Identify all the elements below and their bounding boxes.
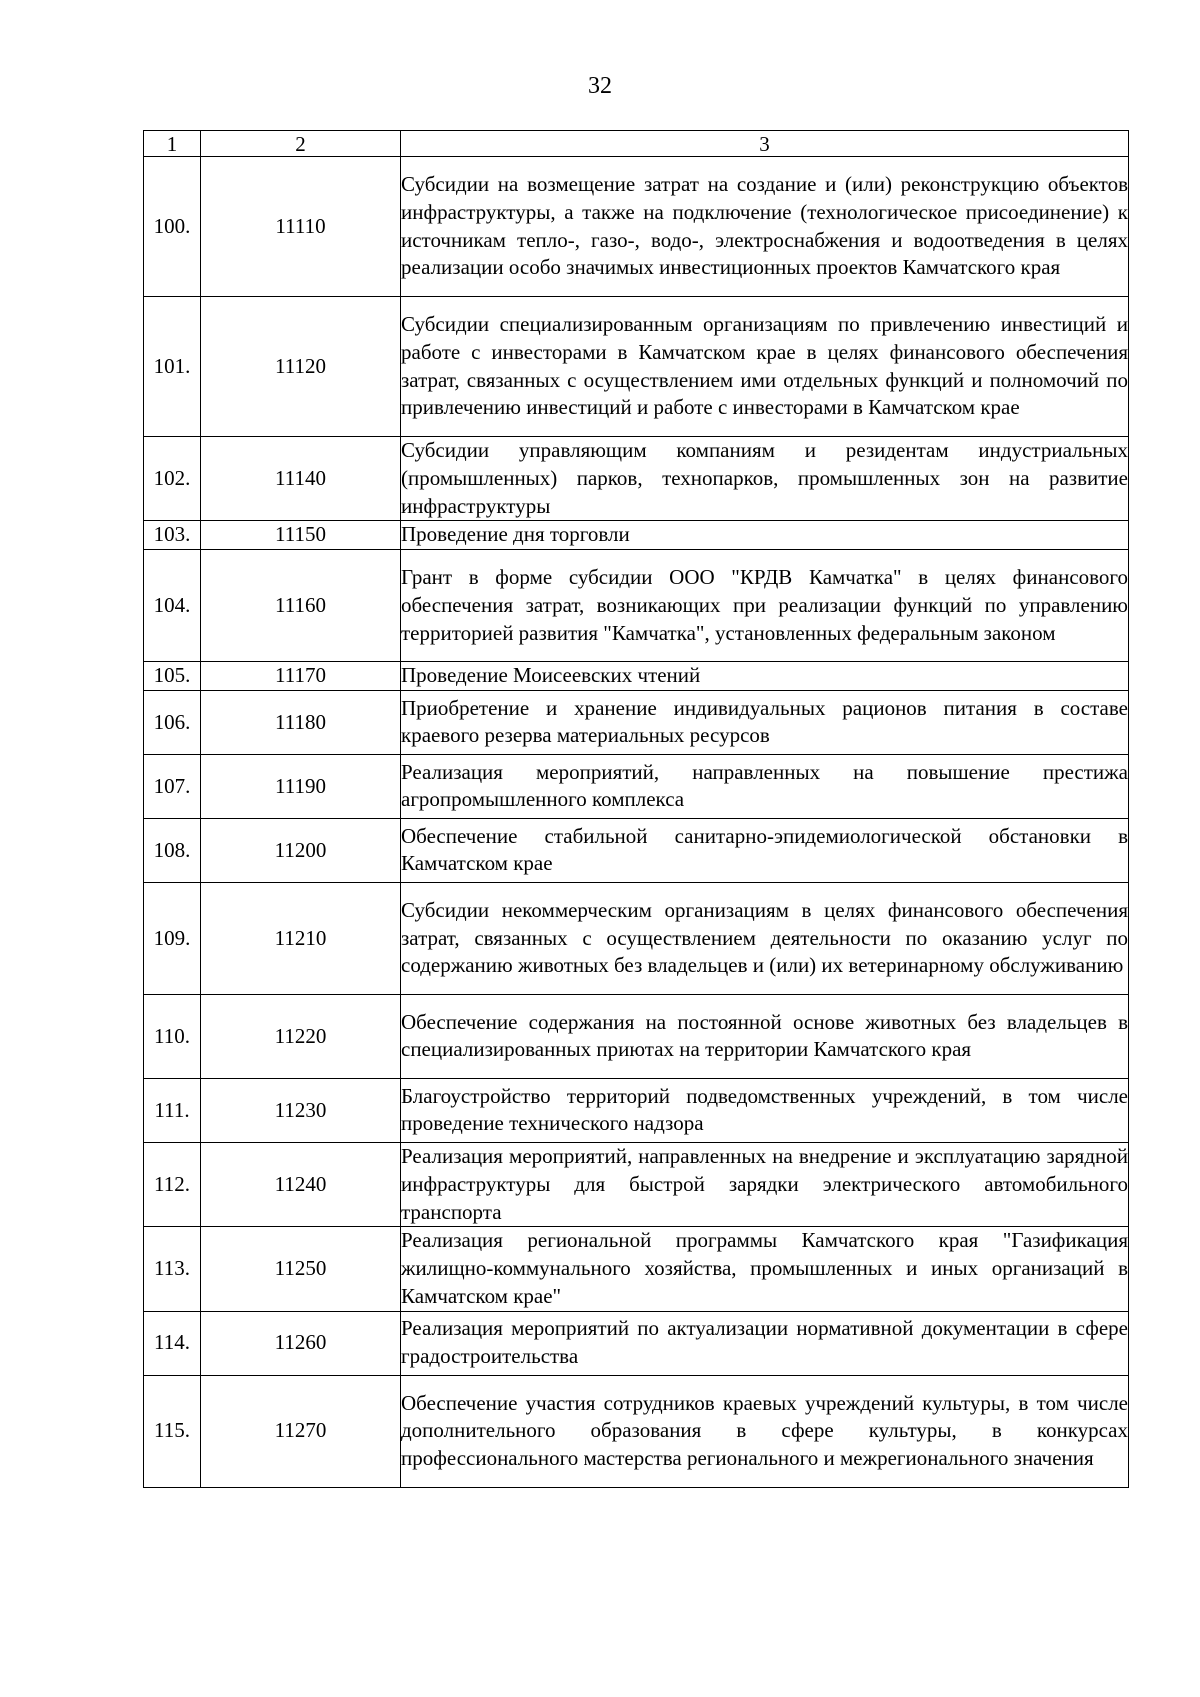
row-code: 11140 <box>201 437 401 521</box>
row-number: 107. <box>144 754 201 818</box>
table-row <box>144 1311 1129 1375</box>
table-row <box>144 550 1129 662</box>
table-header-row <box>144 131 1129 157</box>
table-row <box>144 690 1129 754</box>
table-row <box>144 1142 1129 1226</box>
header-col-1: 1 <box>144 131 201 157</box>
row-code: 11240 <box>201 1142 401 1226</box>
row-code: 11180 <box>201 690 401 754</box>
row-number: 112. <box>144 1142 201 1226</box>
row-number: 102. <box>144 437 201 521</box>
row-number: 108. <box>144 818 201 882</box>
row-code: 11200 <box>201 818 401 882</box>
row-description: Обеспечение участия сотрудников краевых учреждений культуры, в том числе дополнительного образования в сфере культуры, в конкурсах профессионального мастерства регионального и межрегионального значения <box>401 1375 1129 1487</box>
row-description: Субсидии некоммерческим организациям в целях финансового обеспечения затрат, связанных с осуществлением деятельности по оказанию услуг по содержанию животных без владельцев и (или) их ветеринарному обслуживанию <box>401 882 1129 994</box>
row-code: 11260 <box>201 1311 401 1375</box>
header-col-2: 2 <box>201 131 401 157</box>
table-row <box>144 662 1129 691</box>
row-description: Реализация мероприятий по актуализации нормативной документации в сфере градостроительства <box>401 1311 1129 1375</box>
row-code: 11230 <box>201 1078 401 1142</box>
table-row <box>144 1078 1129 1142</box>
row-code: 11150 <box>201 521 401 550</box>
table-row <box>144 818 1129 882</box>
row-description: Обеспечение стабильной санитарно-эпидемиологической обстановки в Камчатском крае <box>401 818 1129 882</box>
row-number: 115. <box>144 1375 201 1487</box>
table-row <box>144 437 1129 521</box>
row-code: 11190 <box>201 754 401 818</box>
row-number: 101. <box>144 297 201 437</box>
row-number: 111. <box>144 1078 201 1142</box>
table-row <box>144 754 1129 818</box>
row-number: 105. <box>144 662 201 691</box>
table-row <box>144 297 1129 437</box>
page-number: 32 <box>588 73 612 99</box>
table-row <box>144 994 1129 1078</box>
table-row <box>144 521 1129 550</box>
table-row <box>144 1375 1129 1487</box>
row-code: 11120 <box>201 297 401 437</box>
row-number: 109. <box>144 882 201 994</box>
row-description: Грант в форме субсидии ООО "КРДВ Камчатка" в целях финансового обеспечения затрат, возникающих при реализации функций по управлению территорией развития "Камчатка", установленных федеральным законом <box>401 550 1129 662</box>
row-number: 106. <box>144 690 201 754</box>
row-description: Субсидии управляющим компаниям и резидентам индустриальных (промышленных) парков, технопарков, промышленных зон на развитие инфраструктуры <box>401 437 1129 521</box>
row-code: 11220 <box>201 994 401 1078</box>
row-description: Благоустройство территорий подведомственных учреждений, в том числе проведение технического надзора <box>401 1078 1129 1142</box>
row-description: Приобретение и хранение индивидуальных рационов питания в составе краевого резерва материальных ресурсов <box>401 690 1129 754</box>
row-code: 11110 <box>201 157 401 297</box>
row-number: 110. <box>144 994 201 1078</box>
table-body <box>144 131 1129 1488</box>
row-number: 113. <box>144 1227 201 1311</box>
row-description: Субсидии специализированным организациям по привлечению инвестиций и работе с инвесторами в Камчатском крае в целях финансового обеспечения затрат, связанных с осуществлением ими отдельных функций и полномочий по привлечению инвестиций и работе с инвесторами в Камчатском крае <box>401 297 1129 437</box>
row-description: Проведение дня торговли <box>401 521 1129 550</box>
table-row <box>144 882 1129 994</box>
row-number: 100. <box>144 157 201 297</box>
row-code: 11210 <box>201 882 401 994</box>
row-description: Обеспечение содержания на постоянной основе животных без владельцев в специализированных приютах на территории Камчатского края <box>401 994 1129 1078</box>
row-number: 114. <box>144 1311 201 1375</box>
row-number: 103. <box>144 521 201 550</box>
row-code: 11170 <box>201 662 401 691</box>
row-number: 104. <box>144 550 201 662</box>
row-description: Реализация мероприятий, направленных на внедрение и эксплуатацию зарядной инфраструктуры для быстрой зарядки электрического автомобильного транспорта <box>401 1142 1129 1226</box>
table-row <box>144 157 1129 297</box>
row-description: Реализация региональной программы Камчатского края "Газификация жилищно-коммунального хозяйства, промышленных и иных организаций в Камчатском крае" <box>401 1227 1129 1311</box>
row-description: Субсидии на возмещение затрат на создание и (или) реконструкцию объектов инфраструктуры, а также на подключение (технологическое присоединение) к источникам тепло-, газо-, водо-, электроснабжения и водоотведения в целях реализации особо значимых инвестиционных проектов Камчатского края <box>401 157 1129 297</box>
budget-codes-table <box>143 130 1129 1488</box>
row-description: Реализация мероприятий, направленных на повышение престижа агропромышленного комплекса <box>401 754 1129 818</box>
row-code: 11250 <box>201 1227 401 1311</box>
row-code: 11160 <box>201 550 401 662</box>
row-code: 11270 <box>201 1375 401 1487</box>
row-description: Проведение Моисеевских чтений <box>401 662 1129 691</box>
table-row <box>144 1227 1129 1311</box>
header-col-3: 3 <box>401 131 1129 157</box>
